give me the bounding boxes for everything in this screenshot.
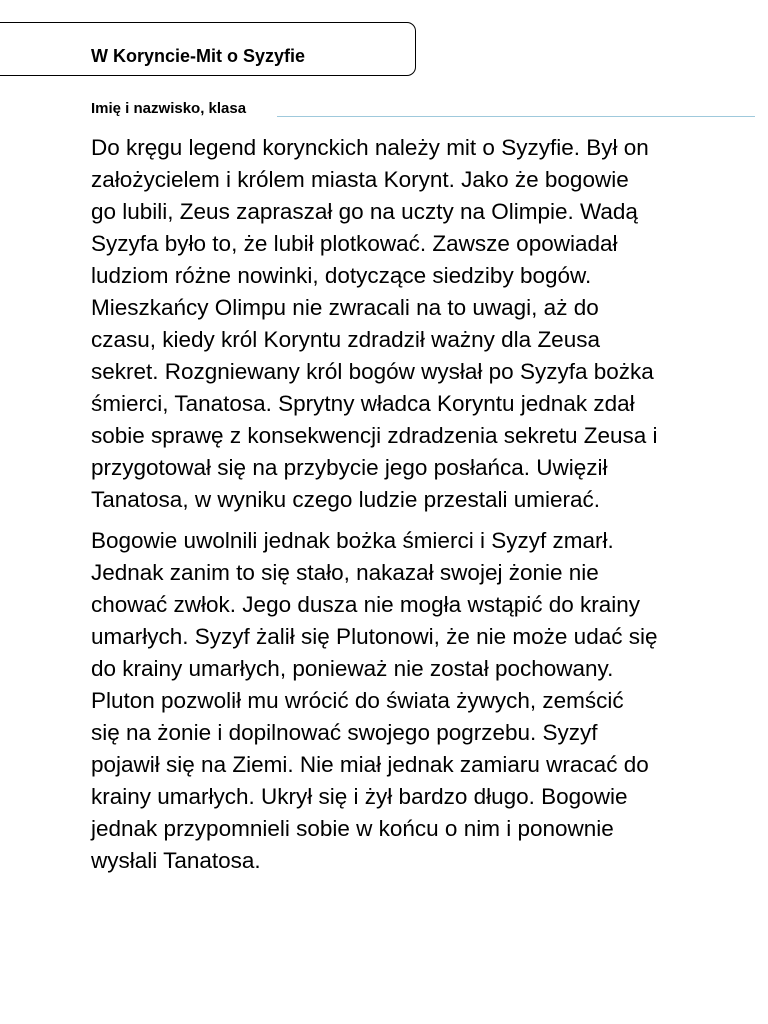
paragraph-2: Bogowie uwolnili jednak bożka śmierci i Syzyf zmarł. Jednak zanim to się stało, nakazał swojej żonie nie chować zwłok. Jego dusza nie mogła wstąpić do krainy umarłych. Syzyf żalił się Plutonowi, że nie może udać się do krainy umarłych, ponieważ nie został pochowany. Pluton pozwolił mu wrócić do świata żywych, zemścić się na żonie i dopilnować swojego pogrzebu. Syzyf pojawił się na Ziemi. Nie miał jednak zamiaru wracać do krainy umarłych. Ukrył się i żył bardzo długo. Bogowie jednak przypomnieli sobie w końcu o nim i ponownie wysłali Tanatosa.: [91, 528, 658, 873]
story-text: [91, 132, 711, 886]
paragraph-1: Do kręgu legend korynckich należy mit o Syzyfie. Był on założycielem i królem miasta Korynt. Jako że bogowie go lubili, Zeus zapraszał go na uczty na Olimpie. Wadą Syzyfa było to, że lubił plotkować. Zawsze opowiadał ludziom różne nowinki, dotyczące siedziby bogów. Mieszkańcy Olimpu nie zwracali na to uwagi, aż do czasu, kiedy król Koryntu zdradził ważny dla Zeusa sekret. Rozgniewany król bogów wysłał po Syzyfa bożka śmierci, Tanatosa. Sprytny władca Koryntu jednak zdał sobie sprawę z konsekwencji zdradzenia sekretu Zeusa i przygotował się na przybycie jego posłańca. Uwięził Tanatosa, w wyniku czego ludzie przestali umierać.: [91, 135, 658, 512]
student-name-underline: [277, 116, 755, 117]
student-name-field: [91, 98, 755, 120]
student-name-label: Imię i nazwisko, klasa: [91, 100, 247, 117]
page-title: W Koryncie-Mit o Syzyfie: [91, 46, 306, 66]
